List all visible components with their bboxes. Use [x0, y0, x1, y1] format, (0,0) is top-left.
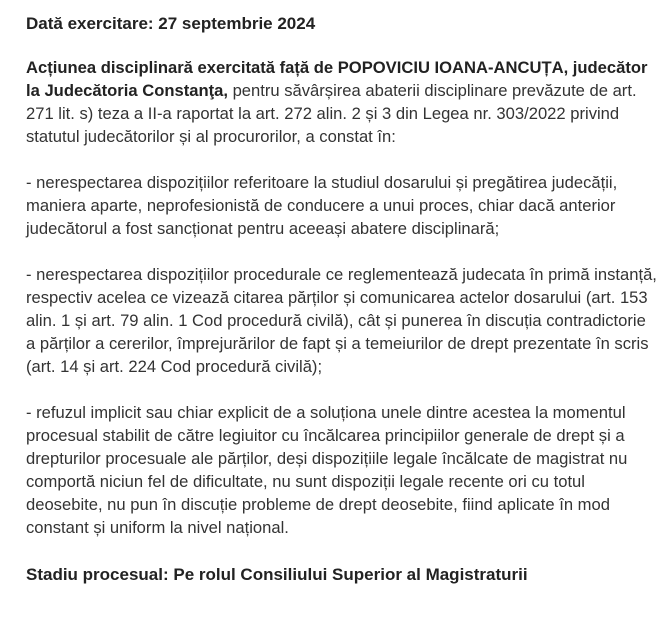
finding-paragraph-refusal: - refuzul implicit sau chiar explicit de a soluționa unele dintre acestea la momentul procesual stabilit de către legiuitor cu încălcarea principiilor generale de drept și a drepturilor procesuale ale părților, deși dispozițiile legale încălcate de magistrat nu comportă niciun fel de dificultate, nu sunt dispoziții legale recente ori cu totul deosebite, nu pun în discuție probleme de drept deosebite, fiind aplicate în mod constant și uniform la nivel național. — [26, 403, 628, 537]
finding-paragraph-study: - nerespectarea dispozițiilor referitoare la studiul dosarului și pregătirea judecății, maniera aparte, neprofesionistă de conducere a unui proces, chiar dacă anterior judecătorul a fost sancționat pentru aceeași abatere disciplinară; — [26, 173, 618, 238]
disciplinary-action-lead: Acțiunea disciplinară exercitată față de POPOVICIU IOANA-ANCUȚA, judecător la Judecătoria Constanţa, — [26, 58, 648, 100]
finding-paragraph-procedure: - nerespectarea dispozițiilor procedurale ce reglementează judecata în primă instanță, respectiv acelea ce vizează citarea părților și comunicarea actelor dosarului (art. 153 alin. 1 și art. 79 alin. 1 Cod procedură civilă), cât și punerea în discuția contradictorie a părților a cererilor, împrejurărilor de fapt și a temeiurilor de drept prezentate în scris (art. 14 și art. 224 Cod procedură civilă); — [26, 265, 657, 376]
exercise-date-heading: Dată exercitare: 27 septembrie 2024 — [26, 14, 316, 33]
disciplinary-action-text: pentru săvârșirea abaterii disciplinare prevăzute de art. 271 lit. s) teza a II-a raportat la art. 272 alin. 2 și 3 din Legea nr. 303/2022 privind statutul judecătorilor și al procurorilor, a constat în: — [26, 81, 637, 146]
procedural-status-heading: Stadiu procesual: Pe rolul Consiliului Superior al Magistraturii — [26, 565, 528, 584]
disciplinary-action-paragraph — [26, 56, 659, 148]
